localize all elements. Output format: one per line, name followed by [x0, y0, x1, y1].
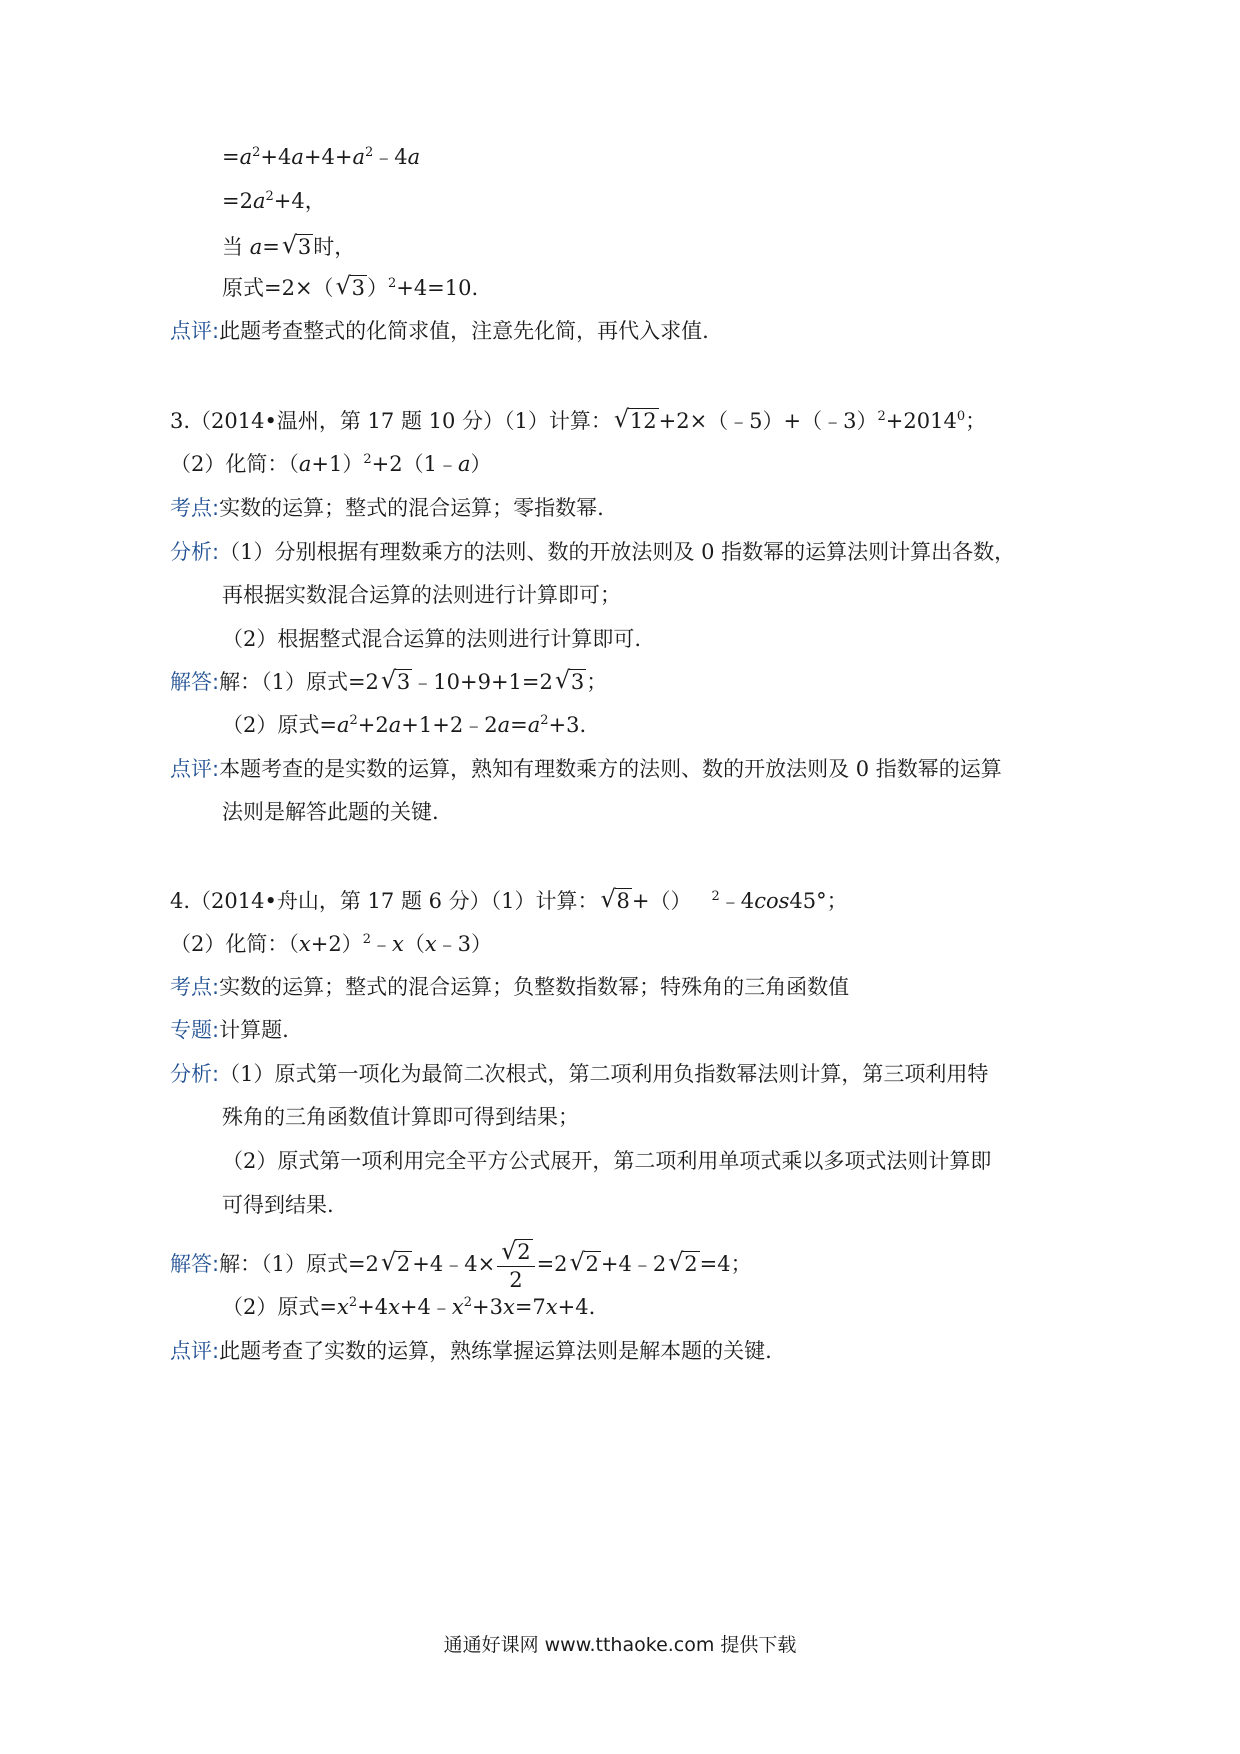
q4-zhuanti: 专题:计算题.	[170, 1018, 289, 1042]
sqrt-symbol: √ 3	[281, 231, 312, 259]
step-line-2: $=2a^2+4$，	[222, 189, 326, 213]
q4-dianping: 点评:此题考查了实数的运算，熟练掌握运算法则是解本题的关键.	[170, 1339, 772, 1363]
q4-fenxi-1: 分析:（1）原式第一项化为最简二次根式，第二项利用负指数幂法则计算，第三项利用特	[170, 1062, 989, 1086]
q3-fenxi-3: （2）根据整式混合运算的法则进行计算即可.	[222, 627, 642, 651]
sqrt-symbol: √ 3	[380, 666, 411, 694]
fraction: √ 2 2	[497, 1238, 534, 1293]
sqrt-symbol: √ 2	[668, 1248, 698, 1276]
sqrt-symbol: √ 3	[335, 272, 365, 300]
comment-q2: 点评:此题考查整式的化简求值，注意先化简，再代入求值.	[170, 319, 709, 343]
question-3-part-2: （2）化简：$(a+1)^2+2(1﹣a)$	[170, 452, 492, 476]
fenxi-label: 分析:	[170, 1062, 220, 1086]
q4-fenxi-4: 可得到结果.	[222, 1193, 334, 1217]
page-footer: 通通好课网 www.tthaoke.com 提供下载	[443, 1634, 797, 1656]
comment-label: 点评:	[170, 319, 220, 343]
jieda-label: 解答:	[170, 670, 220, 694]
sqrt-symbol: √ 3	[554, 666, 585, 694]
q4-fenxi-3: （2）原式第一项利用完全平方公式展开，第二项利用单项式乘以多项式法则计算即	[222, 1149, 992, 1173]
sqrt-symbol: √ 2	[380, 1248, 411, 1276]
comment-label: 点评:	[170, 1339, 220, 1363]
q3-dianping-1: 点评:本题考查的是实数的运算，熟知有理数乘方的法则、数的开放法则及 0 指数幂的运算	[170, 757, 1002, 781]
q4-kaodian: 考点:实数的运算；整式的混合运算；负整数指数幂；特殊角的三角函数值	[170, 975, 850, 999]
fenxi-label: 分析:	[170, 540, 220, 564]
q3-jieda-1: 解答:解：（1）原式=2 √ 3﹣10+9+1=2 √ 3；	[170, 667, 607, 697]
question-4-title: 4.（2014•舟山，第 17 题 6 分）（1）计算： √ 8+（） $^2$﹣4cos45°；	[170, 886, 848, 916]
q4-fenxi-2: 殊角的三角函数值计算即可得到结果；	[222, 1105, 579, 1129]
comment-label: 点评:	[170, 757, 220, 781]
question-4-part-2: （2）化简：$(x+2)^2﹣x(x﹣3)$	[170, 932, 493, 956]
sqrt-symbol: √ 2	[569, 1248, 599, 1276]
zhuanti-label: 专题:	[170, 1018, 220, 1042]
q3-fenxi-1: 分析:（1）分别根据有理数乘方的法则、数的开放法则及 0 指数幂的运算法则计算出各数，	[170, 540, 1016, 564]
question-3-title: 3.（2014•温州，第 17 题 10 分）（1）计算： √ $12+2\times(﹣5)+(﹣3)^2+2014^0$；	[170, 406, 986, 436]
jieda-label: 解答:	[170, 1252, 220, 1276]
q3-fenxi-2: 再根据实数混合运算的法则进行计算即可；	[222, 583, 621, 607]
q3-kaodian: 考点:实数的运算；整式的混合运算；零指数幂.	[170, 496, 604, 520]
sqrt-symbol: √ 8	[600, 885, 630, 913]
step-line-1: $=a^2+4a+4+a^2﹣4a$	[222, 145, 421, 169]
q3-jieda-2: （2）原式$=a^2+2a+1+2﹣2a=a^2+3$.	[222, 713, 587, 737]
q3-dianping-2: 法则是解答此题的关键.	[222, 800, 439, 824]
step-line-3: 当 a= √ 3时，	[222, 232, 355, 262]
step-line-4: 原式=2×（ √ 3）$^2$+4=10.	[222, 273, 478, 303]
sqrt-symbol: √ 12	[613, 405, 657, 433]
kaodian-label: 考点:	[170, 496, 220, 520]
kaodian-label: 考点:	[170, 975, 220, 999]
q4-jieda-1: 解答:解：（1）原式=2 √ 2+4﹣4× √ 2 2 =2 √ 2+4﹣2 √ 2=4；	[170, 1237, 752, 1292]
q4-jieda-2: （2）原式$=x^2+4x+4﹣x^2+3x=7x+4$.	[222, 1295, 596, 1319]
